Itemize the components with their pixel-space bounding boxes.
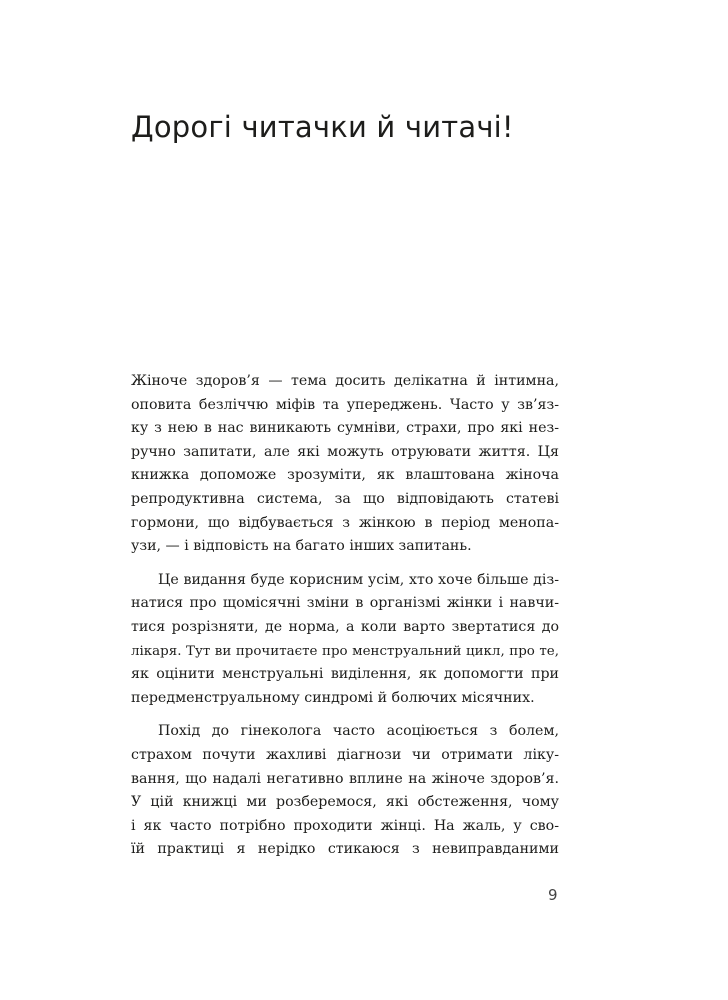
paragraph-gap <box>131 710 559 720</box>
text-line: ку з нею в нас виникають сумніви, страхи, про які нез- <box>131 420 559 437</box>
text-line: і як часто потрібно проходити жінці. На жаль, у сво- <box>131 817 559 834</box>
page-title: Дорогі читачки й читачі! <box>131 110 514 144</box>
text-line: Жіноче здоров’я — тема досить делікатна й інтимна, <box>131 373 559 389</box>
text-line: вання, що надалі негативно вплине на жіноче здоров’я. <box>131 770 559 787</box>
paragraph <box>131 370 559 559</box>
text-line: страхом почути жахливі діагнози чи отримати ліку- <box>131 746 559 763</box>
text-line: тися розрізняти, де норма, а коли варто звертатися до <box>131 618 559 635</box>
text-line: репродуктивна система, за що відповідають статеві <box>131 490 559 507</box>
text-line: Це видання буде корисним усім, хто хоче більше діз- <box>158 571 559 588</box>
text-line: лікаря. Тут ви прочитаєте про менструальний цикл, про те, <box>131 643 559 659</box>
text-line: їй практиці я нерідко стикаюся з невиправданими <box>131 841 559 858</box>
text-line: оповита безліччю міфів та упереджень. Часто у зв’яз- <box>131 396 559 413</box>
text-line: передменструальному синдромі й болючих місячних. <box>131 689 535 706</box>
text-line: як оцінити менструальні виділення, як допомогти при <box>131 666 559 683</box>
text-line: натися про щомісячні зміни в організмі жінки і навчи- <box>131 595 559 612</box>
page-number: 9 <box>548 886 558 904</box>
text-line: книжка допоможе зрозуміти, як влаштована жіноча <box>131 467 559 484</box>
paragraph-gap <box>131 559 559 569</box>
text-line: гормони, що відбувається з жінкою в період менопа- <box>131 514 559 531</box>
text-line: Похід до гінеколога часто асоціюється з болем, <box>158 723 559 740</box>
text-line: узи, — і відповість на багато інших запитань. <box>131 538 472 555</box>
paragraph <box>131 720 559 862</box>
body-text <box>131 370 559 862</box>
text-line: ручно запитати, але які можуть отруювати життя. Ця <box>131 443 559 460</box>
text-line: У цій книжці ми розберемося, які обстеження, чому <box>131 794 559 811</box>
paragraph <box>131 569 559 711</box>
